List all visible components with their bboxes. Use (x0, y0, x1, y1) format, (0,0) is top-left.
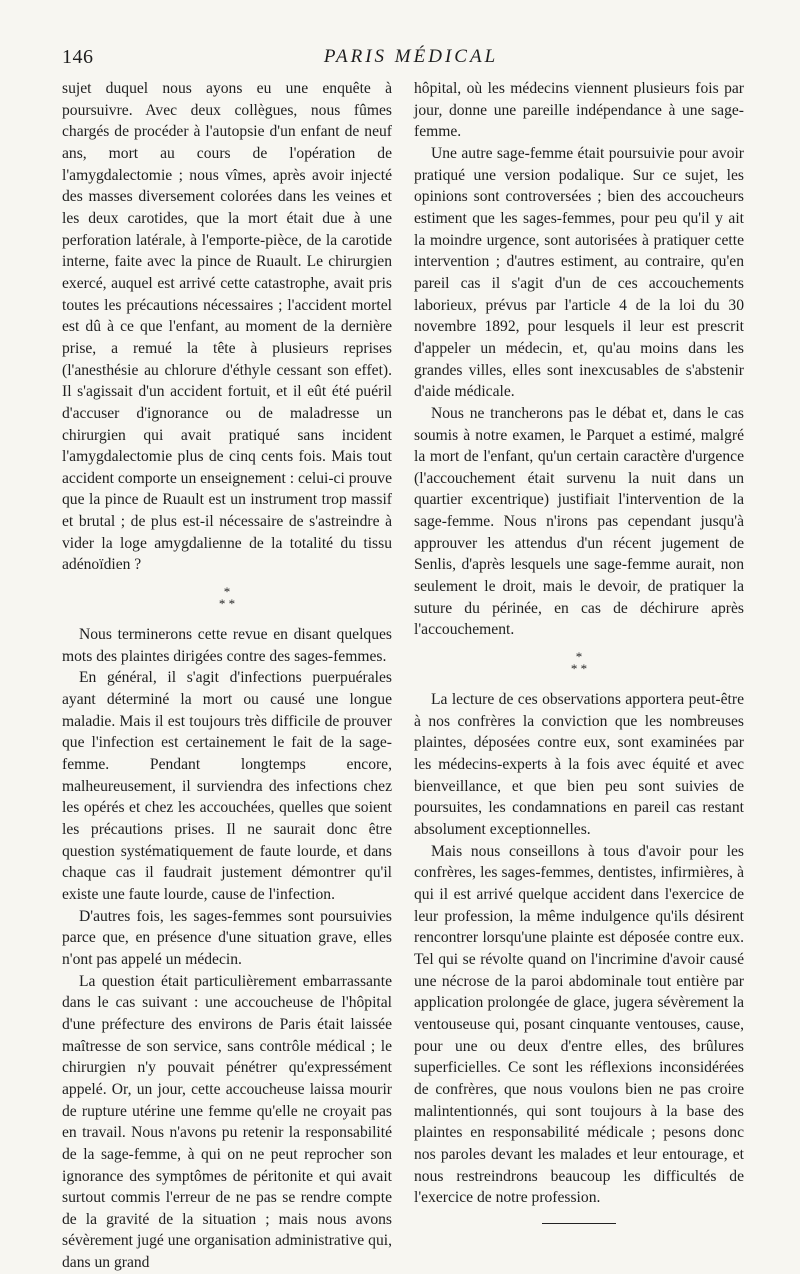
separator-star-top: * (575, 649, 583, 665)
paragraph: Nous ne trancherons pas le débat et, dans le cas soumis à notre examen, le Parquet a estimé, malgré la mort de l'enfant, qu'un certain caractère d'urgence (l'accouchement était survenu la nuit dans un quartier excentrique) justifiait l'intervention de la sage-femme. Nous n'irons pas cependant jusqu'à approuver les attendus d'un récent jugement de Senlis, d'après lesquels une sage-femme aurait, non seulement le droit, mais le devoir, de pratiquer la suture du périnée, en cas de déchirure après l'accouchement. (414, 404, 744, 639)
page-header (62, 44, 760, 74)
separator-stars-bottom: * * (570, 661, 588, 677)
end-rule (542, 1223, 616, 1224)
paragraph: D'autres fois, les sages-femmes sont poursuivies parce que, en présence d'une situation grave, elles n'ont pas appelé un médecin. (62, 907, 392, 968)
section-separator (62, 586, 392, 610)
separator-star-top: * (223, 584, 231, 600)
paragraph: Nous terminerons cette revue en disant quelques mots des plaintes dirigées contre des sages-femmes. (62, 626, 392, 665)
paragraph: En général, il s'agit d'infections puerpuérales ayant déterminé la mort ou causé une longue maladie. Mais il est toujours très difficile de prouver que l'infection est certainement le fait de la sage-femme. Pendant longtemps encore, malheureusement, il surviendra des infections chez les opérés et chez les accouchées, quelles que soient les précautions prises. Il ne saurait donc être question systématiquement de faute lourde, et dans chaque cas il faudrait justement démontrer qu'il existe une faute lourde, cause de l'infection. (62, 669, 392, 903)
paragraph: Mais nous conseillons à tous d'avoir pour les confrères, les sages-femmes, dentistes, infirmières, à qui il est arrivé quelque accident dans l'exercice de leur profession, la même indulgence qu'ils désirent rencontrer lorsqu'une plainte est déposée contre eux. Tel qui se révolte quand on l'incrimine d'avoir causé une nécrose de la paroi abdominale tout entière par application prolongée de glace, jugera sévèrement la ventouseuse qui, posant cinquante ventouses, cause, pour une ou deux d'entre elles, des brûlures superficielles. Ce sont les réflexions inconsidérées de confrères, que nous voulons bien ne pas croire malintentionnés, qui sont toujours à la base des plaintes en responsabilité médicale ; pesons donc nos paroles devant les malades et leur entourage, et nous restreindrons beaucoup les difficultés de l'exercice de notre profession. (414, 842, 744, 1207)
running-head: PARIS MÉDICAL (323, 46, 499, 67)
paragraph: La question était particulièrement embarrassante dans le cas suivant : une accoucheuse de l'hôpital d'une préfecture des environs de Paris était laissée maîtresse de son service, sans contrôle médical ; le chirurgien n'y pouvait pénétrer qu'expressément appelé. Or, un jour, cette accoucheuse laissa mourir de rupture utérine une femme qu'elle ne croyait pas en travail. Nous n'avons pu retenir la responsabilité de la sage-femme, à qui on ne peut reprocher son ignorance des symptômes de péritonite et qui avait surtout commis l'erreur de ne pas se rendre compte de la gravité de la situation ; mais nous avons sévèrement jugé une organisation administrative qui, dans un grand (62, 972, 392, 1272)
paragraph: La lecture de ces observations apportera peut-être à nos confrères la conviction que les nombreuses plaintes, déposées contre eux, sont examinées par les médecins-experts à la fois avec équité et avec bienveillance, et que bien peu sont suivies de poursuites, les condamnations en pareil cas restant absolument exceptionnelles. (414, 691, 744, 838)
paragraph: Une autre sage-femme était poursuivie pour avoir pratiqué une version podalique. Sur ce sujet, les opinions sont controversées ; bien des accoucheurs estiment que les sages-femmes, pour peu qu'il y ait la moindre urgence, sont autorisées à pratiquer cette intervention ; d'autres estiment, au contraire, qu'en pareil cas il s'agit d'un de ces accouchements laborieux, prévus par l'article 4 de la loi du 30 novembre 1892, pour lesquels il leur est prescrit d'appeler un médecin, et, qu'au moins dans les grandes villes, elles sont inexcusables de s'abstenir d'aide médicale. (414, 144, 744, 401)
section-separator (414, 651, 744, 675)
right-column (414, 78, 744, 1224)
paragraph: hôpital, où les médecins viennent plusieurs fois par jour, donne une pareille indépendance à une sage-femme. (414, 80, 744, 141)
left-column (62, 78, 392, 1274)
separator-stars-bottom: * * (218, 596, 236, 612)
paragraph: sujet duquel nous ayons eu une enquête à poursuivre. Avec deux collègues, nous fûmes chargés de procéder à l'autopsie d'un enfant de neuf ans, mort au cours de l'opération de l'amygdalectomie ; nous vîmes, après avoir injecté des masses diversement colorées dans les veines et les deux carotides, que la mort était due à une perforation latérale, à l'emporte-pièce, de la carotide interne, faite avec la pince de Ruault. Le chirurgien exercé, auquel est arrivé cette catastrophe, avait pris toutes les précautions nécessaires ; l'accident mortel est dû à ce que l'enfant, au moment de la dernière prise, a remué la tête à plusieurs reprises (l'anesthésie au chlorure d'éthyle cessant son effet). Il s'agissait d'un accident fortuit, et il eût été puéril d'accuser d'ignorance ou de maladresse un chirurgien qui avait pratiqué sans incident l'amygdalectomie plus de cinq cents fois. Mais tout accident comporte un enseignement : celui-ci prouve que la pince de Ruault est un instrument trop massif et brutal ; de plus est-il nécessaire de s'astreindre à vider la loge amygdalienne de la totalité du tissu adénoïdien ? (62, 80, 392, 574)
page-number: 146 (62, 46, 94, 68)
